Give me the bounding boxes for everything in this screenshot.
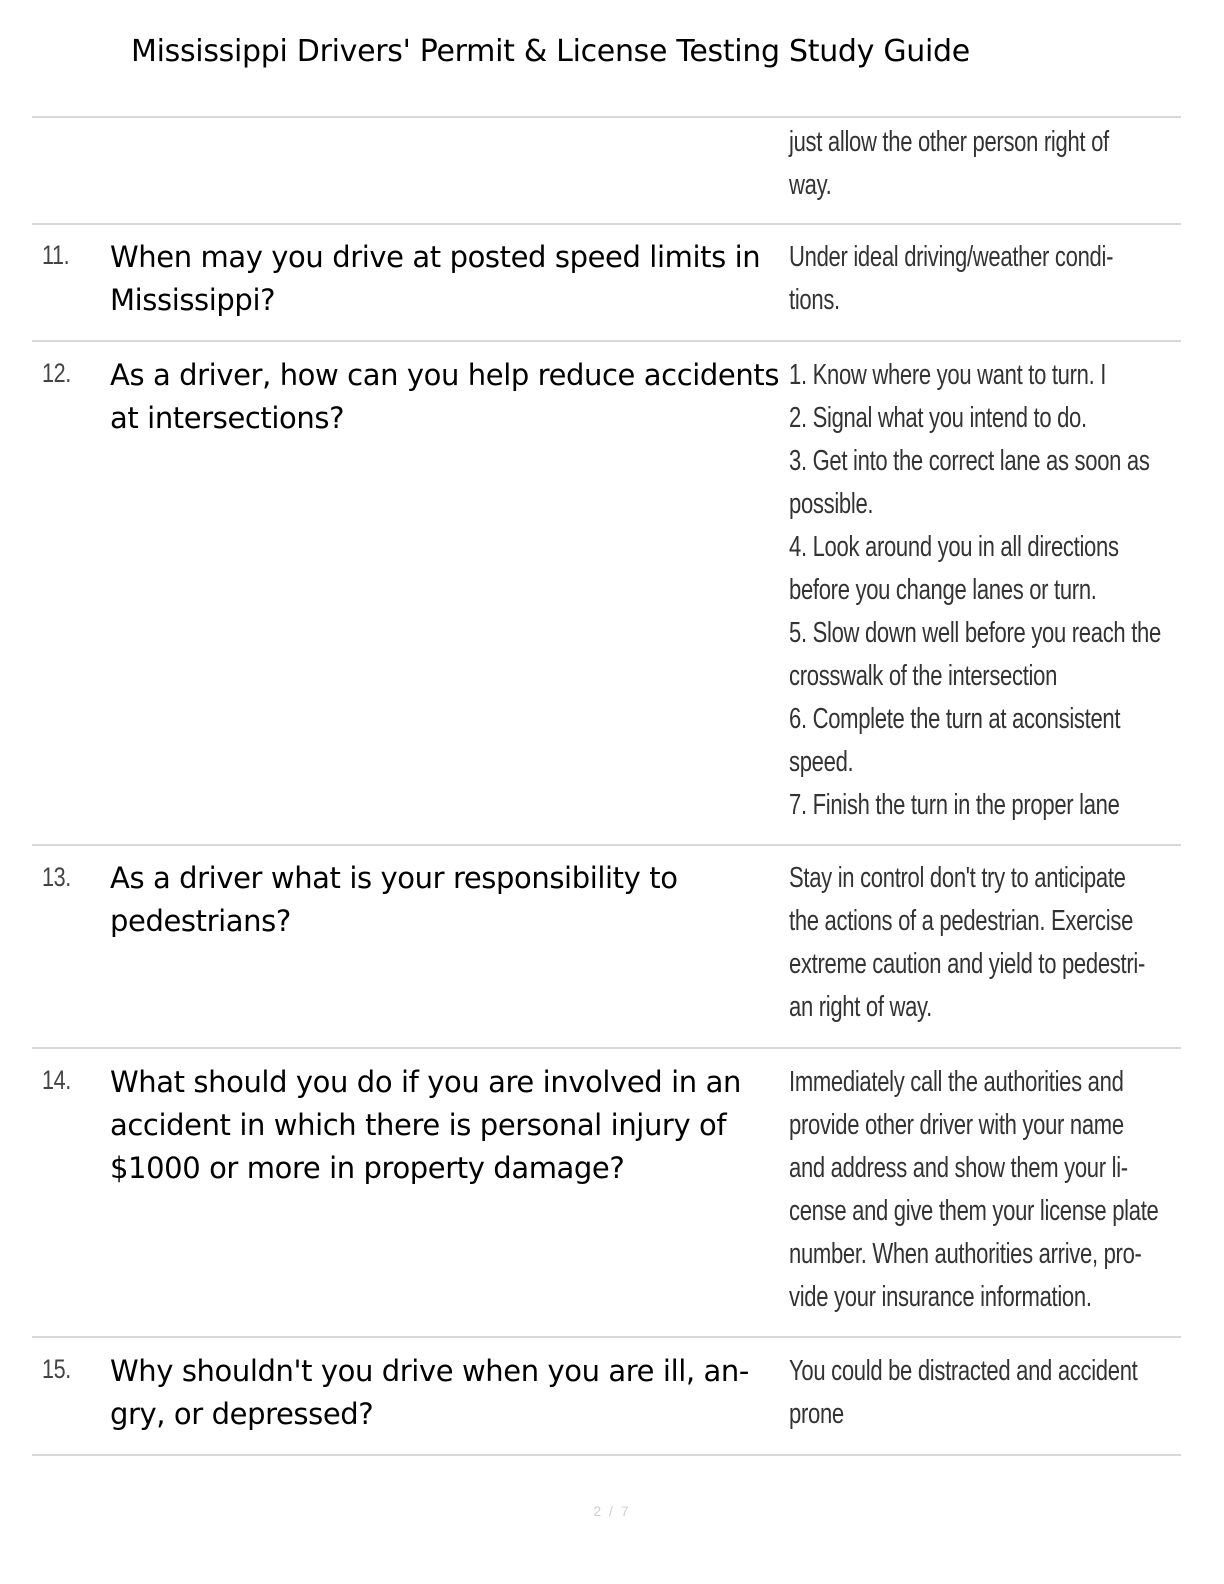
question-text: What should you do if you are involved in an accident in which there is personal injury of $1000 or more in property damage? (110, 1065, 741, 1185)
divider (32, 844, 1181, 846)
answer-text: Stay in control don't try to anticipate the actions of a pedestrian. Exercise extreme caution and yield to pedestri- an right of way. (789, 862, 1145, 1023)
question-number: 15. (42, 1354, 71, 1384)
answer (789, 236, 1114, 322)
divider (32, 1336, 1181, 1338)
answer-text: You could be distracted and accident prone (789, 1355, 1138, 1430)
question-number: 14. (42, 1065, 71, 1095)
answer-text: Immediately call the authorities and provide other driver with your name and address and show them your li- cense and give them your license plate number. When authorities arrive, pro- vide your insurance information. (789, 1066, 1159, 1313)
answer-text: Under ideal driving/weather condi- tions. (789, 241, 1114, 316)
answer-text: just allow the other person right of way. (789, 126, 1109, 201)
answer-continued (789, 121, 1109, 207)
answer (789, 857, 1145, 1029)
question-text: Why shouldn't you drive when you are ill, an-gry, or depressed? (110, 1354, 749, 1431)
divider (32, 1047, 1181, 1049)
divider (32, 116, 1181, 118)
question-text: When may you drive at posted speed limits in Mississippi? (110, 240, 761, 317)
divider (32, 1454, 1181, 1456)
page-number: 2 / 7 (593, 1503, 631, 1519)
question-number: 13. (42, 862, 71, 892)
answer (789, 1350, 1138, 1436)
page-title: Mississippi Drivers' Permit & License Testing Study Guide (131, 34, 970, 69)
divider (32, 223, 1181, 225)
answer (789, 1061, 1159, 1319)
divider (32, 340, 1181, 342)
question-number: 11. (42, 240, 70, 270)
answer (789, 354, 1161, 827)
question-text: As a driver what is your responsibility to pedestrians? (110, 861, 678, 938)
answer-text: 1. Know where you want to turn. I 2. Signal what you intend to do. 3. Get into the correct lane as soon as possible. 4. Look around you in all directions before you change lanes or turn. 5. Slow down well before you reach the crosswalk of the intersection 6. Complete the turn at aconsistent speed. 7. Finish the turn in the proper lane (789, 359, 1161, 821)
question-number: 12. (42, 358, 71, 388)
question-text: As a driver, how can you help reduce accidents at intersections? (110, 358, 780, 435)
